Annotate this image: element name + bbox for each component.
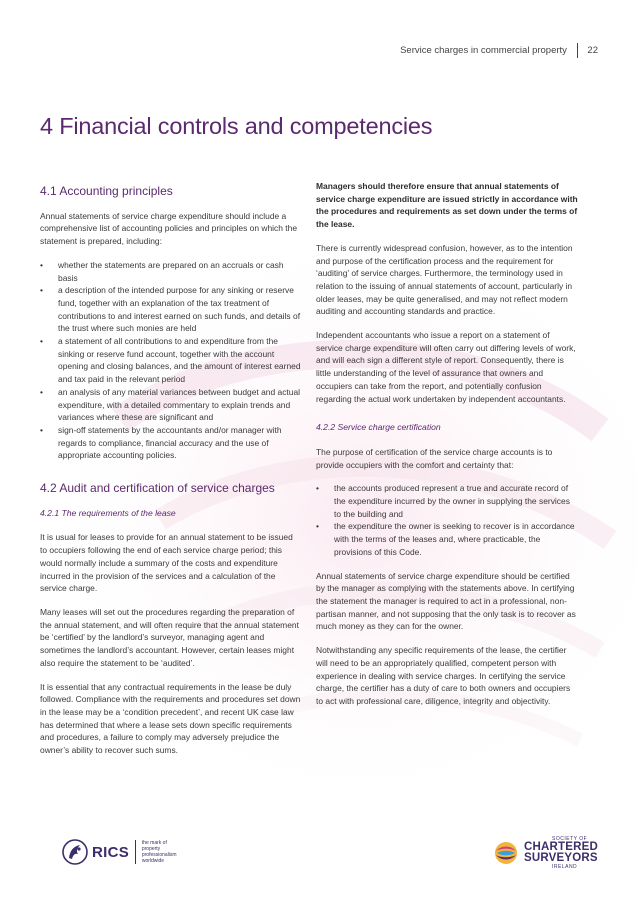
rics-divider [135,840,136,864]
running-header [400,43,598,58]
section-4-1-intro: Annual statements of service charge expenditure should include a comprehensive list of accounting policies and principles on which the statement is prepared, including: [40,210,298,247]
list-item: • the accounts produced represent a true and accurate record of the expenditure incurred by the owner in supplying the services to the building and [316,482,578,520]
paragraph: It is usual for leases to provide for an annual statement to be issued to occupiers following the end of each service charge period; this would normally include a summary of the costs and expenditure incurred in the provision of the services and a calculation of the service charge. [40,532,293,594]
section-4-1-heading: 4.1 Accounting principles [40,184,173,198]
scs-line-2: CHARTERED [524,841,598,853]
header-separator [577,43,579,58]
header-title: Service charges in commercial property [400,45,567,56]
rics-emblem-icon [62,838,88,866]
section-4-2-2-heading: 4.2.2 Service charge certification [316,422,441,433]
bold-paragraph: Managers should therefore ensure that annual statements of service charge expenditure are issued strictly in accordance with the procedures and requirements as set down under the terms of the lease. [316,181,578,230]
section-4-2-heading: 4.2 Audit and certification of service charges [40,481,275,496]
scs-wordmark [524,836,598,870]
right-column [316,180,578,719]
paragraph: It is essential that any contractual requirements in the lease be duly followed. Compliance with the requirements and procedures set down in the lease may be a ‘condition precedent’, and recent UK case law has determined that where a lease sets down specific requirements and procedures, a failure to comply may adversely prejudice the owner’s ability to recover such sums. [40,681,301,756]
scs-line-1: SOCIETY OF [552,836,588,842]
chapter-title: 4 Financial controls and competencies [40,113,433,139]
accounting-principles-list [40,259,302,462]
paragraph: Notwithstanding any specific requirements of the lease, the certifier will need to be an appropriately qualified, competent person with experience in dealing with service charges. In certifying the service charge, the certifier has a duty of care to both owners and occupiers to act with professional care, diligence, integrity and objectivity. [316,645,571,706]
section-4-2-1-heading: 4.2.1 The requirements of the lease [40,507,176,518]
scs-emblem-icon [493,839,519,867]
list-item: • whether the statements are prepared on an accruals or cash basis [40,259,302,284]
left-column [40,180,302,768]
rics-tagline: the mark of property professionalism worldwide [141,840,177,864]
paragraph: Independent accountants who issue a report on a statement of service charge expenditure will often carry out differing levels of work, and will each sign a different style of report. Consequently, there is little understanding of the level of assurance that owners and occupiers can take from the report, and potentially confusion regarding the actual work undertaken by independent accountants. [316,330,576,404]
scs-logo [493,836,598,870]
list-item: • an analysis of any material variances between budget and actual expenditure, with a detailed commentary to explain trends and variances where these are significant and [40,386,302,424]
paragraph: There is currently widespread confusion, however, as to the intention and purpose of the certification process and the requirement for ‘auditing’ of service charges. Furthermore, the terminology used in relation to the issuing of annual statements of account, particularly in older leases, may be quite generalised, and may not reflect modern auditing and accounting standards and practice. [316,242,573,317]
rics-wordmark: RICS [92,843,130,861]
scs-line-3: SURVEYORS [524,852,598,864]
list-item: • sign-off statements by the accountants and/or manager with regards to compliance, financial accuracy and the use of appropriate accounting policies. [40,424,302,462]
list-item: • the expenditure the owner is seeking to recover is in accordance with the terms of the leases and, where practicable, the provisions of this Code. [316,520,578,558]
paragraph: Annual statements of service charge expenditure should be certified by the manager as complying with the statements above. In certifying the statement the manager is required to act in a professional, non- partisan manner, and not supposing that the only task is to recover as much money as they can for the owner. [316,570,576,632]
list-item: • a description of the intended purpose for any sinking or reserve fund, together with an explanation of the tax treatment of contributions to and interest earned on such funds, and details of the trust where such monies are held [40,284,302,335]
paragraph: Many leases will set out the procedures regarding the preparation of the annual statement, and will often require that the annual statement be ‘certified’ by the landlord’s surveyor, managing agent and sometimes the landlord’s accountant. However, certain leases might also require the statement to be ‘audited’. [40,606,299,668]
scs-line-4: IRELAND [552,864,578,870]
certification-list [316,482,578,558]
rics-logo [62,838,182,866]
page-number: 22 [587,45,598,56]
section-4-2-2-intro: The purpose of certification of the service charge accounts is to provide occupiers with the comfort and certainty that: [316,446,553,470]
list-item: • a statement of all contributions to and expenditure from the sinking or reserve fund account, together with the account opening and closing balances, and the amount of interest earned and tax paid in the relevant period [40,335,302,386]
